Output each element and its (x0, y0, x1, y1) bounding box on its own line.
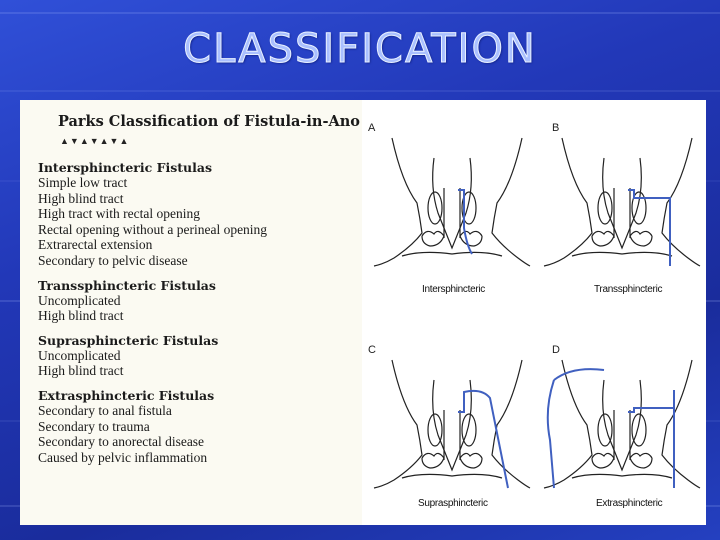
diagram-intersphincteric (372, 128, 532, 278)
list-item: Secondary to pelvic disease (38, 252, 188, 268)
table-title: Parks Classification of Fistula-in-Ano (58, 113, 360, 130)
background-streak (0, 90, 720, 92)
list-item: High blind tract (38, 190, 124, 206)
list-item: Secondary to trauma (38, 418, 150, 434)
diagram-suprasphincteric (372, 350, 532, 500)
classification-list (38, 160, 267, 465)
title-ornament: ▲▼▲▼▲▼▲ (60, 136, 130, 146)
list-item: Uncomplicated (38, 347, 121, 363)
diagram-caption: Intersphincteric (422, 284, 486, 295)
group-heading: Extrasphincteric Fistulas (38, 387, 215, 403)
list-item: Extrarectal extension (38, 237, 153, 253)
list-item: Caused by pelvic inflammation (38, 449, 208, 465)
list-item: Secondary to anal fistula (38, 402, 172, 418)
group-heading: Transsphincteric Fistulas (38, 277, 216, 293)
list-item: Simple low tract (38, 175, 128, 190)
diagram-caption: Transsphincteric (594, 284, 663, 295)
diagram-letter: A (368, 122, 376, 134)
diagram-caption: Suprasphincteric (418, 498, 488, 509)
group-heading: Suprasphincteric Fistulas (38, 332, 219, 348)
background-streak (0, 12, 720, 14)
list-item: Uncomplicated (38, 292, 121, 308)
list-item: High blind tract (38, 308, 124, 324)
group-heading: Intersphincteric Fistulas (38, 160, 212, 175)
diagram-extrasphincteric (542, 350, 702, 500)
list-item: High tract with rectal opening (38, 206, 200, 222)
diagram-letter: D (552, 344, 560, 356)
diagram-letter: B (552, 122, 560, 134)
diagram-caption: Extrasphincteric (596, 498, 663, 509)
diagram-letter: C (368, 344, 376, 356)
list-item: High blind tract (38, 363, 124, 379)
diagram-panel (362, 100, 706, 525)
list-item: Rectal opening without a perineal opening (38, 221, 268, 237)
classification-table-image (20, 100, 365, 525)
diagram-transsphincteric (542, 128, 702, 278)
list-item: Secondary to anorectal disease (38, 434, 205, 450)
slide-title: CLASSIFICATION (183, 26, 537, 72)
